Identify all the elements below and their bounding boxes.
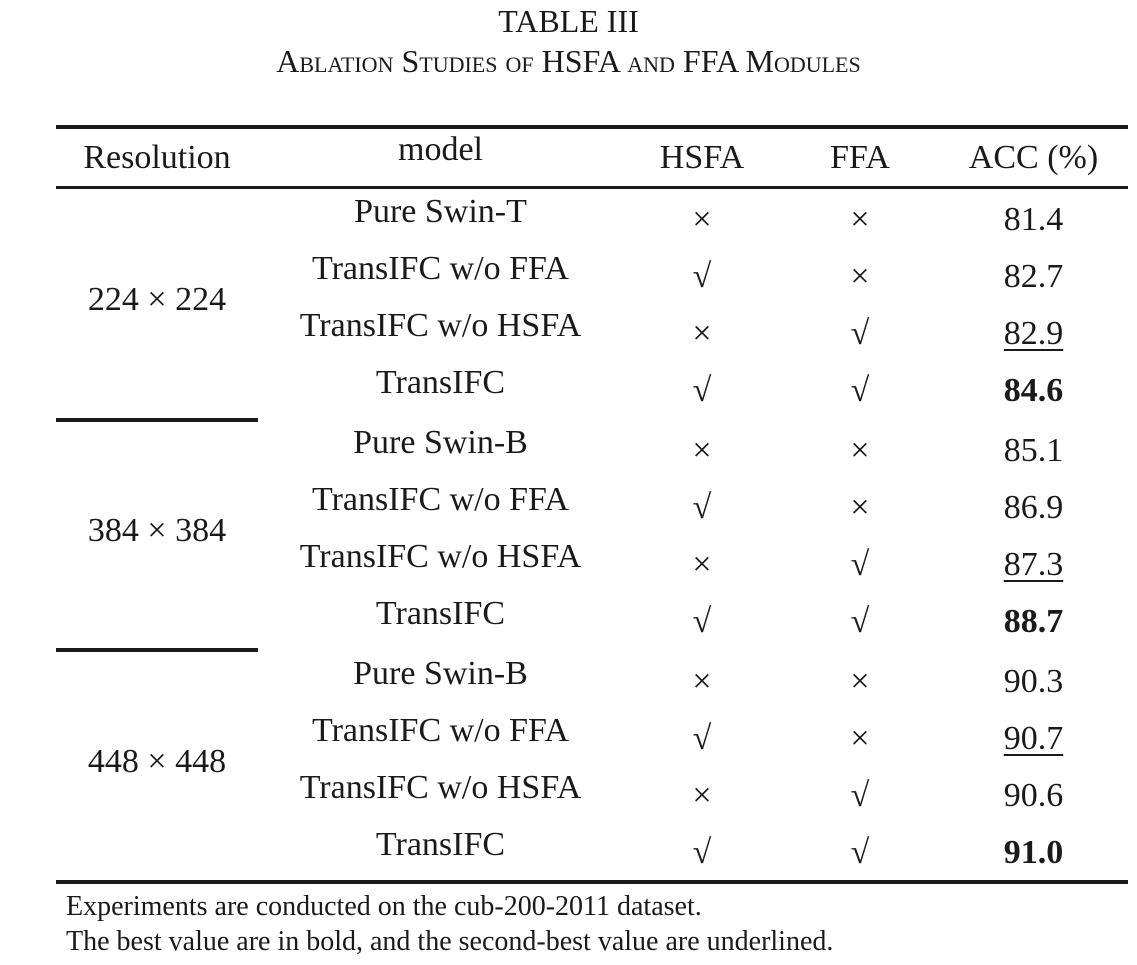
- cross-icon: ×: [850, 489, 870, 526]
- cross-icon: ×: [692, 201, 712, 238]
- accuracy-value: 82.9: [1003, 315, 1064, 352]
- model-name: TransIFC w/o HSFA: [299, 307, 582, 344]
- resolution-label: 384 × 384: [87, 512, 227, 549]
- model-name: TransIFC w/o FFA: [312, 712, 569, 749]
- header-model: model: [398, 131, 483, 168]
- cross-icon: ×: [850, 258, 870, 295]
- header-hsfa: HSFA: [659, 139, 745, 176]
- model-name: Pure Swin-B: [353, 424, 528, 461]
- accuracy-value: 90.3: [1003, 663, 1064, 700]
- checkmark-icon: √: [850, 603, 870, 640]
- cross-icon: ×: [692, 432, 712, 469]
- checkmark-icon: √: [692, 834, 712, 871]
- header-resolution: Resolution: [83, 139, 231, 176]
- accuracy-value: 85.1: [1003, 432, 1064, 469]
- accuracy-value: 81.4: [1003, 201, 1064, 238]
- checkmark-icon: √: [850, 315, 870, 352]
- checkmark-icon: √: [692, 720, 712, 757]
- cross-icon: ×: [692, 777, 712, 814]
- model-name: Pure Swin-B: [353, 655, 528, 692]
- model-name: TransIFC w/o FFA: [312, 481, 569, 518]
- table-note: Experiments are conducted on the cub-200-2011 dataset.: [66, 891, 702, 922]
- checkmark-icon: √: [692, 489, 712, 526]
- table-bottom-rule: [56, 880, 1128, 884]
- accuracy-value: 91.0: [1003, 834, 1064, 871]
- resolution-label: 224 × 224: [87, 281, 227, 318]
- accuracy-value: 84.6: [1003, 372, 1064, 409]
- model-name: TransIFC: [375, 364, 506, 401]
- table-note: The best value are in bold, and the second-best value are underlined.: [66, 926, 834, 957]
- cross-icon: ×: [692, 663, 712, 700]
- accuracy-value: 90.7: [1003, 720, 1064, 757]
- checkmark-icon: √: [850, 372, 870, 409]
- cross-icon: ×: [850, 663, 870, 700]
- checkmark-icon: √: [692, 372, 712, 409]
- checkmark-icon: √: [692, 603, 712, 640]
- cross-icon: ×: [692, 315, 712, 352]
- table-header-rule: [56, 186, 1128, 189]
- cross-icon: ×: [692, 546, 712, 583]
- accuracy-value: 90.6: [1003, 777, 1064, 814]
- checkmark-icon: √: [850, 546, 870, 583]
- group-divider-rule: [56, 648, 258, 652]
- checkmark-icon: √: [850, 834, 870, 871]
- accuracy-value: 88.7: [1003, 603, 1064, 640]
- group-divider-rule: [56, 418, 258, 422]
- accuracy-value: 86.9: [1003, 489, 1064, 526]
- model-name: Pure Swin-T: [354, 193, 527, 230]
- model-name: TransIFC: [375, 595, 506, 632]
- accuracy-value: 82.7: [1003, 258, 1064, 295]
- model-name: TransIFC: [375, 826, 506, 863]
- cross-icon: ×: [850, 720, 870, 757]
- cross-icon: ×: [850, 201, 870, 238]
- header-acc: ACC (%): [968, 139, 1099, 176]
- checkmark-icon: √: [692, 258, 712, 295]
- model-name: TransIFC w/o HSFA: [299, 769, 582, 806]
- model-name: TransIFC w/o HSFA: [299, 538, 582, 575]
- resolution-label: 448 × 448: [87, 743, 227, 780]
- cross-icon: ×: [850, 432, 870, 469]
- table-top-rule: [56, 125, 1128, 129]
- model-name: TransIFC w/o FFA: [312, 250, 569, 287]
- table-caption-subtitle: Ablation Studies of HSFA and FFA Modules: [276, 43, 861, 79]
- table-caption-title: TABLE III: [498, 3, 639, 39]
- checkmark-icon: √: [850, 777, 870, 814]
- accuracy-value: 87.3: [1003, 546, 1064, 583]
- header-ffa: FFA: [830, 139, 890, 176]
